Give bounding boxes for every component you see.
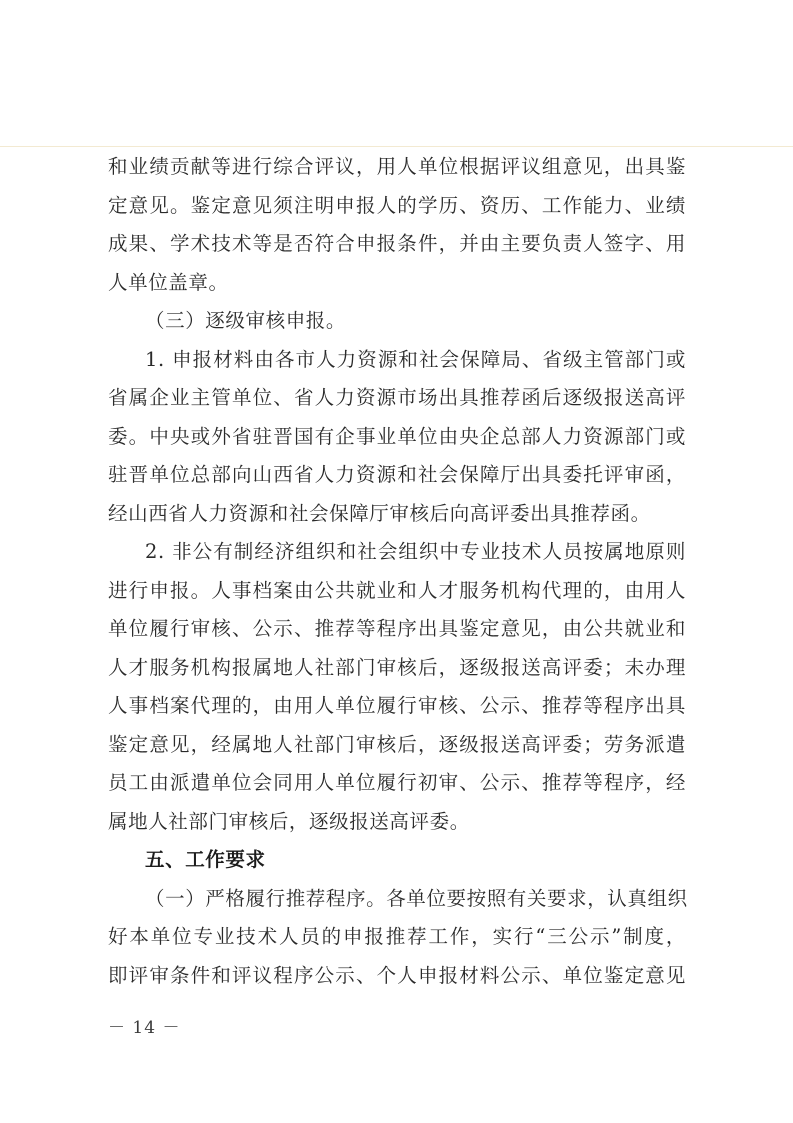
text-line: 人才服务机构报属地人社部门审核后，逐级报送高评委；未办理 [108, 655, 686, 679]
page-number: － 14 － [108, 1018, 181, 1038]
text-line: 即评审条件和评议程序公示、个人申报材料公示、单位鉴定意见 [108, 963, 686, 987]
text-line: 和业绩贡献等进行综合评议，用人单位根据评议组意见，出具鉴 [108, 155, 686, 178]
text-line: 驻晋单位总部向山西省人力资源和社会保障厅出具委托评审函， [108, 463, 686, 486]
text-line: 经山西省人力资源和社会保障厅审核后向高评委出具推荐函。 [108, 501, 651, 525]
text-line: 属地人社部门审核后，逐级报送高评委。 [108, 809, 470, 833]
body-text [108, 148, 686, 995]
top-rule [0, 146, 793, 147]
text-line: 人单位盖章。 [108, 270, 229, 294]
section-heading: 五、工作要求 [145, 848, 266, 871]
text-line: 单位履行审核、公示、推荐等程序出具鉴定意见，由公共就业和 [108, 617, 686, 640]
text-line: 好本单位专业技术人员的申报推荐工作，实行“三公示”制度， [108, 925, 686, 948]
subsection-heading: （三）逐级审核申报。 [145, 309, 347, 332]
text-line: 委。中央或外省驻晋国有企事业单位由央企总部人力资源部门或 [108, 424, 686, 448]
text-line: 成果、学术技术等是否符合申报条件，并由主要负责人签字、用 [108, 232, 686, 255]
text-line: 人事档案代理的，由用人单位履行审核、公示、推荐等程序出具 [108, 694, 686, 717]
text-line: 定意见。鉴定意见须注明申报人的学历、资历、工作能力、业绩 [108, 193, 686, 217]
text-line: 省属企业主管单位、省人力资源市场出具推荐函后逐级报送高评 [108, 386, 686, 409]
text-line: 进行申报。人事档案由公共就业和人才服务机构代理的，由用人 [108, 578, 686, 602]
text-line: 员工由派遣单位会同用人单位履行初审、公示、推荐等程序，经 [108, 771, 686, 794]
text-line: 2. 非公有制经济组织和社会组织中专业技术人员按属地原则 [145, 540, 686, 563]
text-line: 鉴定意见，经属地人社部门审核后，逐级报送高评委；劳务派遣 [108, 732, 686, 756]
text-line: （一）严格履行推荐程序。各单位要按照有关要求，认真组织 [145, 886, 688, 910]
text-line: 1. 申报材料由各市人力资源和社会保障局、省级主管部门或 [145, 347, 686, 371]
